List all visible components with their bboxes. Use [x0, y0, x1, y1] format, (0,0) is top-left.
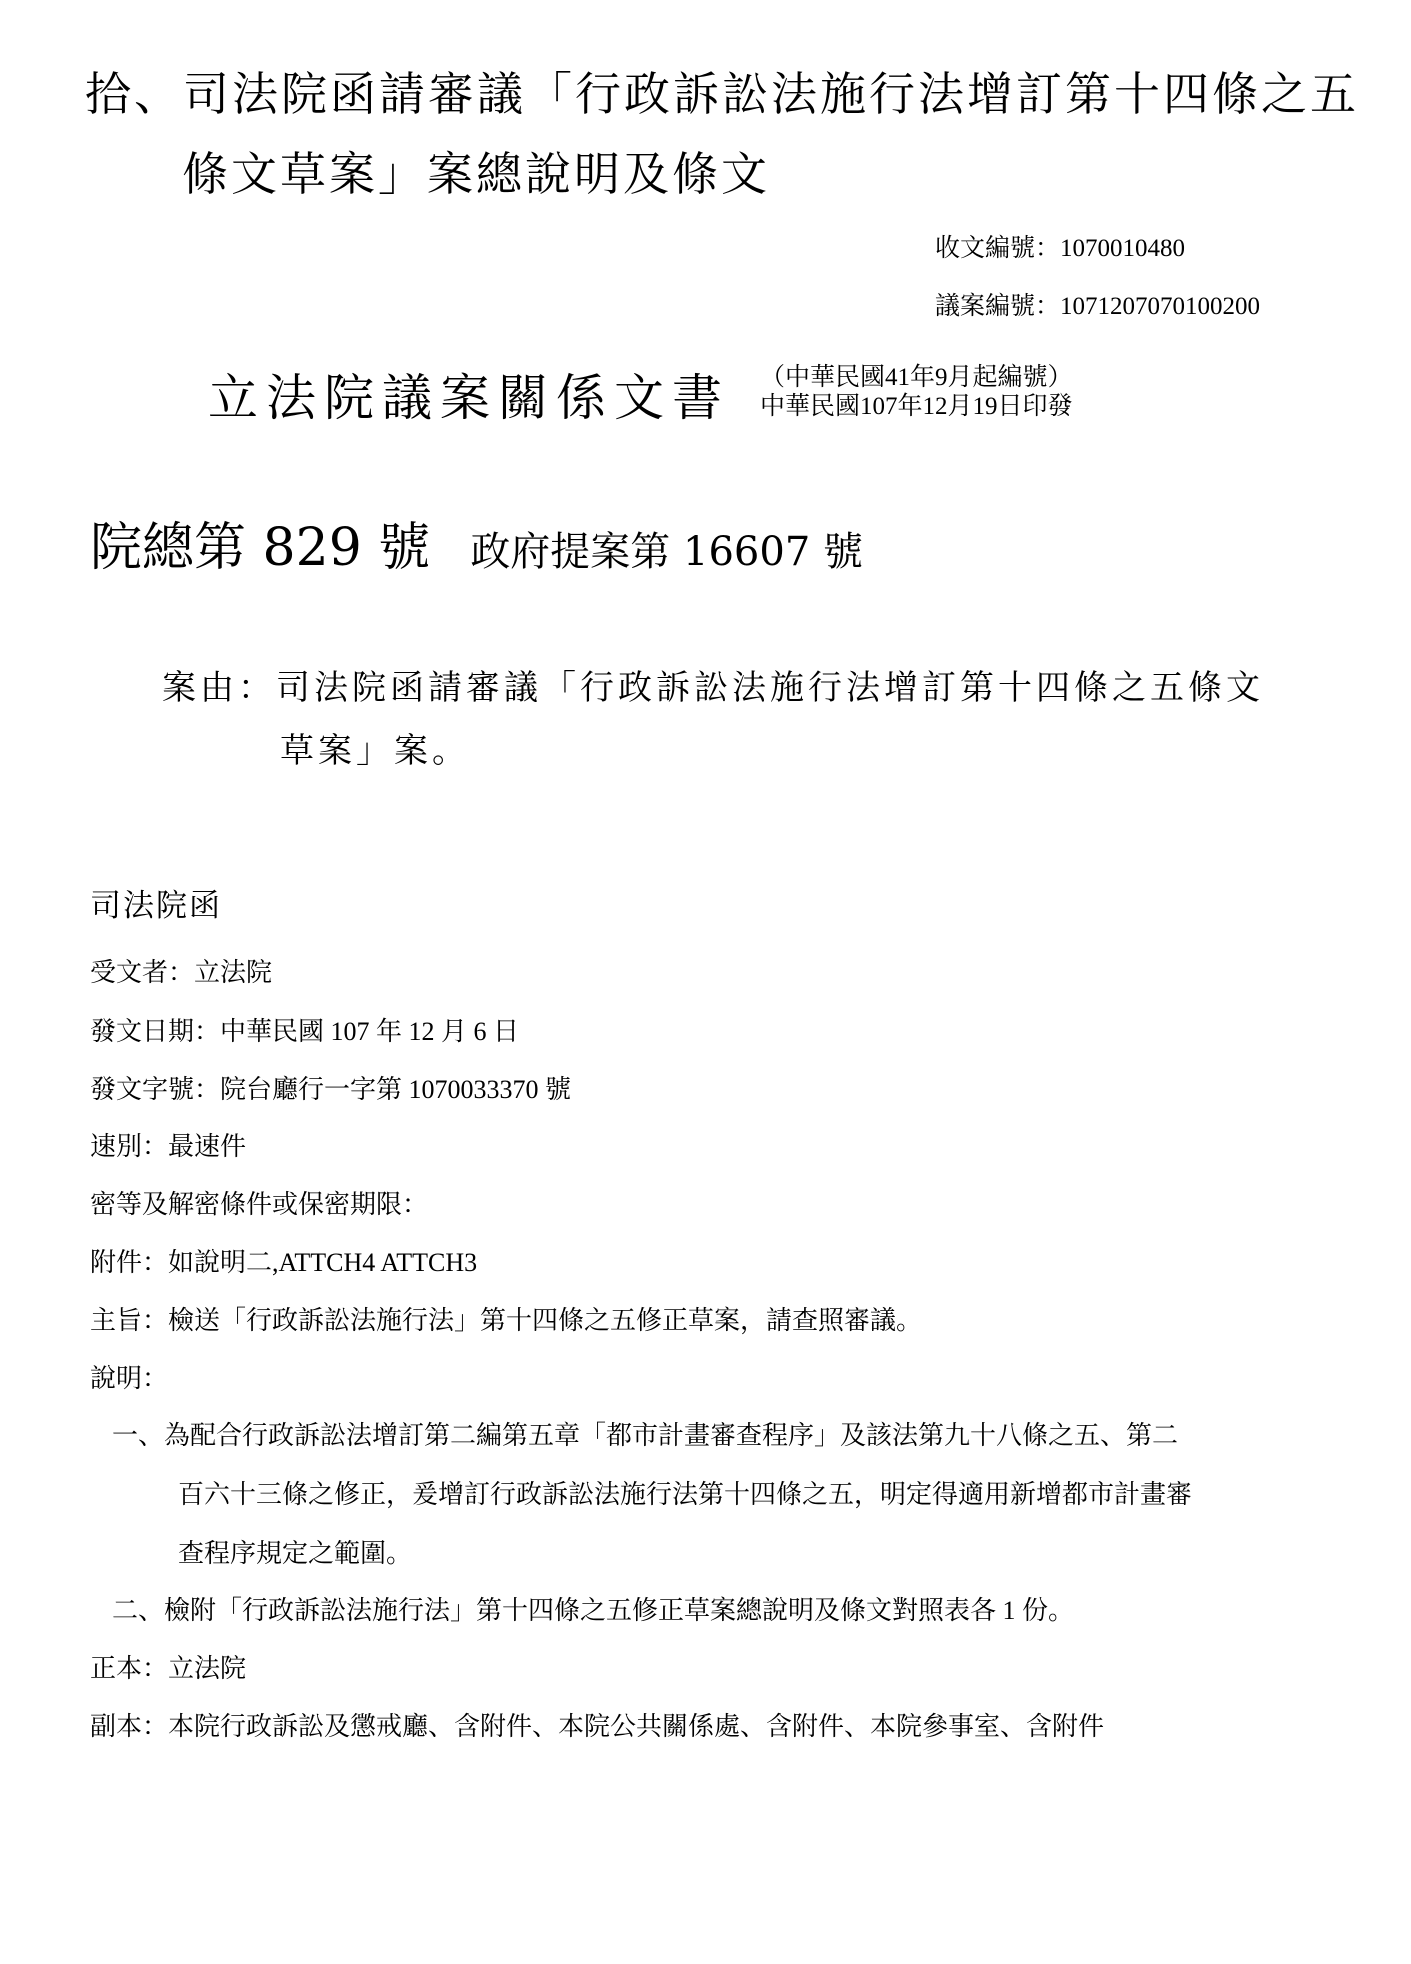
government-proposal-number: 政府提案第 16607 號: [470, 529, 863, 575]
recipient: 受文者：立法院: [90, 958, 273, 987]
general-number: 院總第 829 號: [90, 518, 431, 578]
attachments: 附件：如說明二,ATTCH4 ATTCH3: [90, 1248, 478, 1277]
case-reason-line2: 草案」案。: [280, 731, 470, 771]
document-number: 發文字號：院台廳行一字第 1070033370 號: [90, 1075, 572, 1104]
carbon-copy-recipients: 副本：本院行政訴訟及懲戒廳、含附件、本院公共關係處、含附件、本院參事室、含附件: [90, 1712, 1105, 1741]
explanation-item-1-line3: 查程序規定之範圍。: [178, 1539, 413, 1568]
delivery-speed: 速別：最速件: [90, 1132, 247, 1161]
document-title-line1: 拾、司法院函請審議「行政訴訟法施行法增訂第十四條之五: [85, 67, 1359, 121]
receipt-number: 收文編號：1070010480: [935, 235, 1186, 262]
explanation-label: 說明：: [90, 1364, 169, 1393]
bill-number: 議案編號：1071207070100200: [935, 293, 1261, 320]
subject: 主旨：檢送「行政訴訟法施行法」第十四條之五修正草案，請查照審議。: [90, 1306, 923, 1335]
print-date: 中華民國107年12月19日印發: [760, 393, 1073, 420]
document-title-line2: 條文草案」案總說明及條文: [182, 147, 770, 201]
explanation-item-2: 二、檢附「行政訴訟法施行法」第十四條之五修正草案總說明及條文對照表各 1 份。: [112, 1596, 1075, 1625]
document-type-title: 立法院議案關係文書: [208, 369, 730, 427]
original-copy-recipient: 正本：立法院: [90, 1654, 247, 1683]
case-reason-line1: 案由：司法院函請審議「行政訴訟法施行法增訂第十四條之五條文: [162, 668, 1264, 708]
explanation-item-1-line2: 百六十三條之修正，爰增訂行政訴訟法施行法第十四條之五，明定得適用新增都市計畫審: [178, 1480, 1193, 1509]
numbering-note: （中華民國41年9月起編號）: [760, 364, 1073, 391]
explanation-item-1-line1: 一、為配合行政訴訟法增訂第二編第五章「都市計畫審查程序」及該法第九十八條之五、第二: [112, 1421, 1179, 1450]
proposal-numbers: [90, 505, 863, 580]
classification: 密等及解密條件或保密期限：: [90, 1190, 429, 1219]
issue-date: 發文日期：中華民國 107 年 12 月 6 日: [90, 1017, 520, 1046]
letter-issuer: 司法院函: [90, 888, 222, 924]
